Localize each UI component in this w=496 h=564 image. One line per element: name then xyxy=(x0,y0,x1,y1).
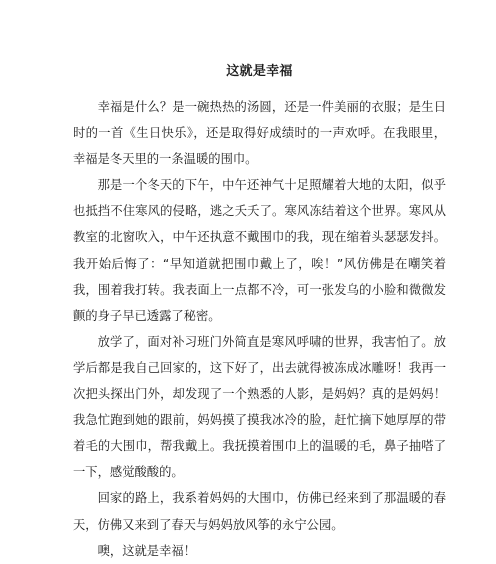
paragraph-2: 那是一个冬天的下午，中午还神气十足照耀着大地的太阳，似乎也抵挡不住寒风的侵略，逃之夭夭了。寒风冻结着这个世界。寒风从教室的北窗吹入，中午还执意不戴围巾的我，现在缩着头瑟瑟发抖。我开始后悔了：“早知道就把围巾戴上了，唉！”风仿佛是在嘲笑着我，围着我打转。我表面上一点都不冷，可一张发乌的小脸和微微发颤的身子早已透露了秘密。 xyxy=(73,178,446,323)
paragraph-1: 幸福是什么？是一碗热热的汤圆，还是一件美丽的衣服；是生日时的一首《生日快乐》，还是取得好成绩时的一声欢呼。在我眼里，幸福是冬天里的一条温暖的围巾。 xyxy=(73,100,446,167)
paragraph-3: 放学了，面对补习班门外简直是寒风呼啸的世界，我害怕了。放学后都是我自己回家的，这下好了，出去就得被冻成冰雕呀！我再一次把头探出门外，却发现了一个熟悉的人影，是妈妈？真的是妈妈！我急忙跑到她的跟前，妈妈摸了摸我冰冷的脸，赶忙摘下她厚厚的带着毛的大围巾，帮我戴上。我抚摸着围巾上的温暖的毛，鼻子抽嗒了一下，感觉酸酸的。 xyxy=(73,334,446,480)
paragraph-5: 噢，这就是幸福！ xyxy=(97,543,196,558)
paragraph-4: 回家的路上，我系着妈妈的大围巾，仿佛已经来到了那温暖的春天，仿佛又来到了春天与妈妈放风筝的永宁公园。 xyxy=(73,491,446,532)
document-title: 这就是幸福 xyxy=(226,64,293,79)
